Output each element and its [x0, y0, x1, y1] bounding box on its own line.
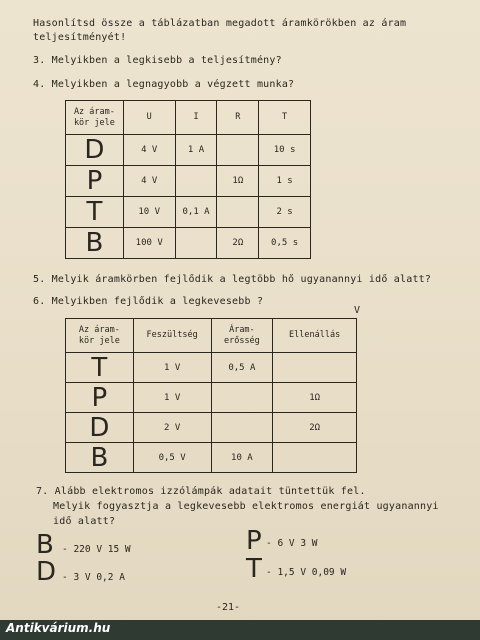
table-row	[66, 383, 357, 413]
table-row	[66, 353, 357, 383]
table-row	[66, 413, 357, 443]
table-cell: 2 V	[133, 413, 211, 443]
question-3: 3. Melyikben a legkisebb a teljesítmény?	[33, 55, 282, 66]
circuit-letter: P	[66, 383, 134, 413]
table-cell: 1Ω	[273, 383, 357, 413]
question-6: 6. Melyikben fejlődik a legkevesebb ?	[33, 296, 264, 307]
table-cell: 1 s	[259, 166, 311, 197]
table-2-header-voltage: Feszültség	[133, 319, 211, 353]
table-cell: 0,5 s	[259, 228, 311, 259]
table-cell: 100 V	[123, 228, 175, 259]
lamp-letter: B	[36, 530, 54, 560]
lamp-spec: - 6 V 3 W	[266, 538, 318, 549]
question-5: 5. Melyik áramkörben fejlődik a legtöbb hő ugyanannyi idő alatt?	[33, 274, 432, 285]
table-1-header-i: I	[175, 101, 217, 135]
table-1-header-r: R	[217, 101, 259, 135]
lamp-spec: - 1,5 V 0,09 W	[266, 567, 347, 578]
question-7-line-1: 7. Alább elektromos izzólámpák adatait tüntettük fel.	[36, 486, 366, 497]
header-line: kör jele	[73, 117, 115, 128]
table-2-header-row	[66, 319, 357, 353]
table-row	[66, 197, 311, 228]
table-cell	[175, 228, 217, 259]
table-cell: 1 V	[133, 383, 211, 413]
table-cell: 1 A	[175, 135, 217, 166]
question-4: 4. Melyikben a legnagyobb a végzett munka?	[33, 79, 295, 90]
table-1-header-row	[66, 101, 311, 135]
table-cell: 10 s	[259, 135, 311, 166]
table-cell	[175, 166, 217, 197]
table-cell	[217, 135, 259, 166]
table-row	[66, 443, 357, 473]
table-row	[66, 135, 311, 166]
header-line: Az áram-	[73, 106, 115, 117]
circuit-letter: P	[66, 166, 124, 197]
table-cell	[273, 443, 357, 473]
table-cell	[211, 413, 273, 443]
table-2-header-resistance: Ellenállás	[273, 319, 357, 353]
circuit-letter: T	[66, 353, 134, 383]
table-cell: 1 V	[133, 353, 211, 383]
lamp-spec: - 3 V 0,2 A	[62, 572, 125, 583]
table-cell: 0,5 V	[133, 443, 211, 473]
intro-line-2: teljesítményét!	[33, 32, 127, 43]
table-row	[66, 228, 311, 259]
table-1-header-t: T	[259, 101, 311, 135]
table-row	[66, 166, 311, 197]
table-cell: 10 A	[211, 443, 273, 473]
circuit-table-2	[65, 318, 357, 473]
table-1-header-circuit	[66, 101, 124, 135]
table-cell: 4 V	[123, 135, 175, 166]
table-cell: 2Ω	[217, 228, 259, 259]
circuit-letter: D	[66, 413, 134, 443]
circuit-table-1	[65, 100, 311, 259]
table-cell: 10 V	[123, 197, 175, 228]
check-mark: V	[354, 305, 361, 316]
header-line: Az áram-	[78, 324, 120, 335]
table-cell	[273, 353, 357, 383]
table-cell	[217, 197, 259, 228]
watermark-logo: Antikvárium.hu	[6, 621, 111, 635]
question-7-line-2: Melyik fogyasztja a legkevesebb elektromos energiát ugyanannyi	[53, 501, 439, 512]
table-cell: 0,5 A	[211, 353, 273, 383]
intro-line-1: Hasonlítsd össze a táblázatban megadott áramkörökben az áram	[33, 18, 407, 29]
circuit-letter: B	[66, 443, 134, 473]
table-cell: 2 s	[259, 197, 311, 228]
lamp-letter: P	[246, 526, 262, 556]
header-line: erősség	[223, 335, 260, 346]
circuit-letter: T	[66, 197, 124, 228]
header-line: Áram-	[229, 324, 255, 335]
table-1-header-u: U	[123, 101, 175, 135]
table-cell: 2Ω	[273, 413, 357, 443]
lamp-letter: D	[36, 557, 57, 587]
table-cell: 4 V	[123, 166, 175, 197]
page-number: -21-	[216, 602, 241, 613]
circuit-letter: B	[66, 228, 124, 259]
table-cell: 0,1 A	[175, 197, 217, 228]
table-cell: 1Ω	[217, 166, 259, 197]
table-2-header-current	[211, 319, 273, 353]
table-cell	[211, 383, 273, 413]
lamp-spec: - 220 V 15 W	[62, 544, 131, 555]
header-line: kör jele	[78, 335, 120, 346]
table-2-header-circuit	[66, 319, 134, 353]
lamp-letter: T	[246, 554, 262, 584]
question-7-line-3: idő alatt?	[53, 516, 116, 527]
circuit-letter: D	[66, 135, 124, 166]
